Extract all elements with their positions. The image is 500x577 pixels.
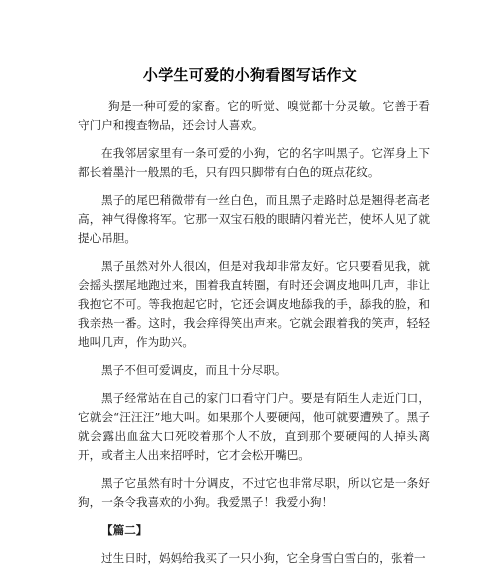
document-title: 小学生可爱的小狗看图写话作文 — [142, 66, 358, 84]
paragraph: 黑子的尾巴稍微带有一丝白色，而且黑子走路时总是翘得老高老高，神气得像将军。它那一双宝石般的眼睛闪着光芒，使坏人见了就提心吊胆。 — [78, 193, 430, 245]
paragraph: 过生日时，妈妈给我买了一只小狗，它全身雪白雪白的，张着一 — [101, 551, 426, 565]
document-body — [78, 97, 430, 577]
paragraph: 黑子不但可爱调皮，而且十分尽职。 — [101, 363, 287, 377]
paragraph: 在我邻居家里有一条可爱的小狗，它的名字叫黑子。它浑身上下都长着墨汁一般黑的毛，只有四只脚带有白色的斑点花纹。 — [78, 146, 430, 179]
section-heading: 【篇二】 — [101, 523, 148, 537]
paragraph: 黑子经常站在自己的家门口看守门户。要是有陌生人走近门口，它就会“汪汪汪”地大叫。如果那个人要硬闯，他可就要遭殃了。黑子就会露出血盆大口死咬着那个人不放，直到那个要硬闯的人掉头离开，或者主人出来招呼时，它才会松开嘴巴。 — [78, 391, 430, 462]
paragraph: 狗是一种可爱的家畜。它的听觉、嗅觉都十分灵敏。它善于看守门户和搜查物品，还会讨人喜欢。 — [78, 99, 430, 132]
paragraph: 黑子虽然对外人很凶，但是对我却非常友好。它只要看见我，就会摇头摆尾地跑过来，围着我直转圈，有时还会调皮地叫几声，非让我抱它不可。等我抱起它时，它还会调皮地舔我的手，舔我的脸，和我亲热一番。这时，我会痒得笑出声来。它就会跟着我的笑声，轻轻地叫几声，作为助兴。 — [78, 259, 430, 349]
paragraph: 黑子它虽然有时十分调皮，不过它也非常尽职，所以它是一条好狗，一条令我喜欢的小狗。我爱黑子！我爱小狗！ — [78, 476, 430, 509]
